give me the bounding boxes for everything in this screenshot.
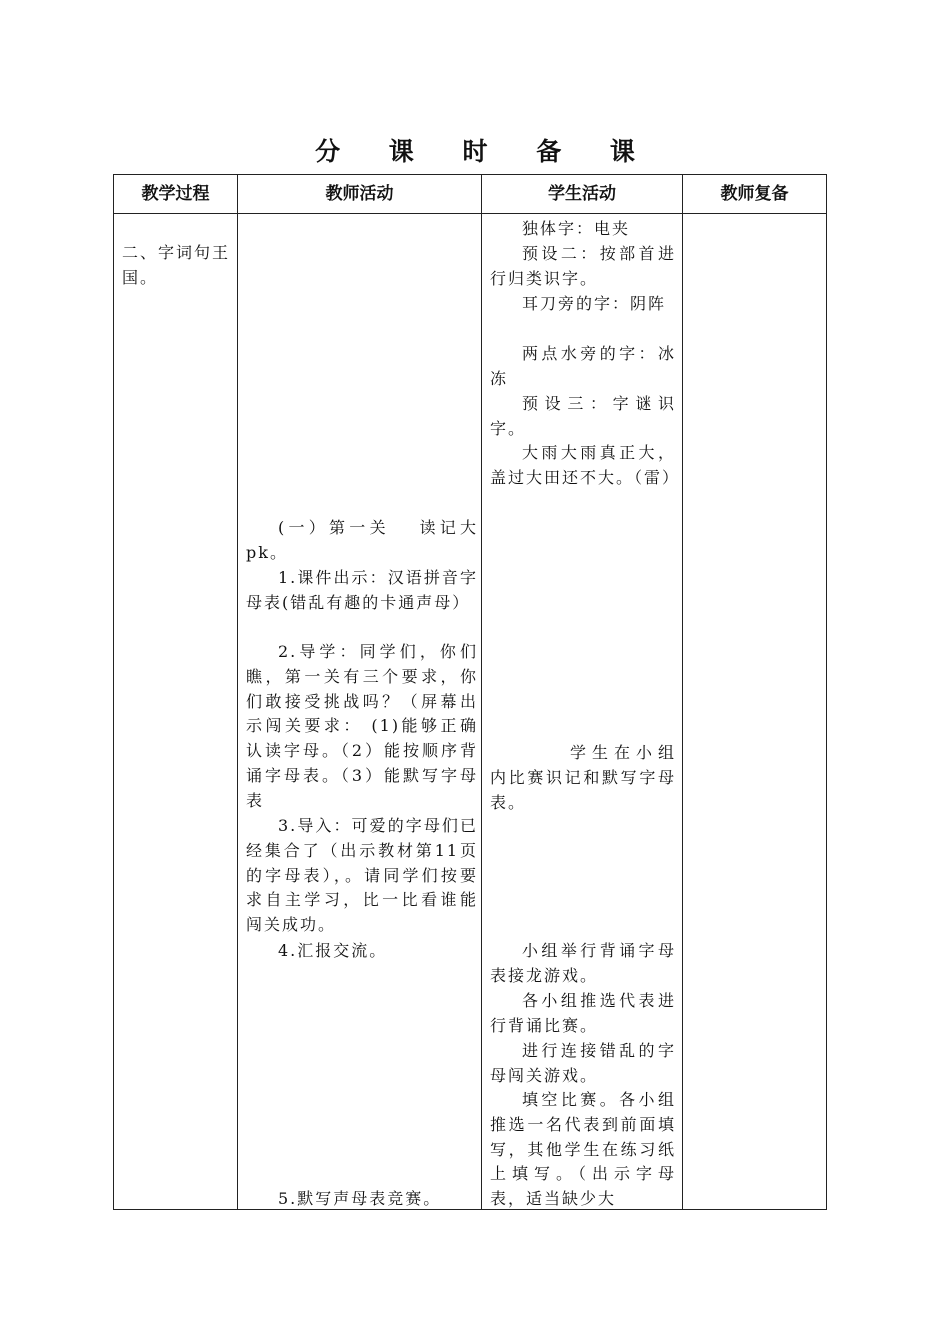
header-process: 教学过程 [141,184,210,204]
student-item-11: 填空比赛。各小组推选一名代表到前面填写，其他学生在练习纸上填写。（出示字母表，适当缺少大 [490,1090,676,1209]
student-item-2: 预设二：按部首进行归类识字。 [490,244,676,288]
process-column [114,214,237,1209]
teacher-column [238,214,481,1209]
lesson-plan-table [113,174,827,1210]
teacher-step-2: 1.课件出示：汉语拼音字母表(错乱有趣的卡通声母） [246,568,478,612]
student-item-9: 各小组推选代表进行背诵比赛。 [490,991,676,1035]
teacher-step-3: 2.导学：同学们，你们瞧，第一关有三个要求，你们敢接受挑战吗？（屏幕出示闯关要求： (1)能够正确认读字母。（2）能按顺序背诵字母表。（3）能默写字母表 [246,642,478,810]
header-student-activity: 学生活动 [548,184,616,204]
header-teacher-review: 教师复备 [720,184,789,204]
student-item-5: 预设三：字谜识字。 [490,394,676,438]
page-title: 分 课 时 备 课 [315,137,655,166]
student-item-6: 大雨大雨真正大，盖过大田还不大。（雷） [490,443,681,487]
student-item-8: 小组举行背诵字母表接龙游戏。 [490,941,676,985]
teacher-step-1: (一）第一关 读记大pk。 [246,518,478,562]
student-item-3: 耳刀旁的字：阴阵 [522,294,667,313]
teacher-step-6: 5.默写声母表竞赛。 [278,1189,442,1208]
student-item-10: 进行连接错乱的字母闯关游戏。 [490,1041,676,1085]
process-section: 二、字词句王国。 [122,243,231,287]
teacher-step-4: 3.导入：可爱的字母们已经集合了（出示教材第11页的字母表），。请同学们按要求自主学习，比一比看谁能闯关成功。 [246,816,478,935]
student-item-7: 学生在小组内比赛识记和默写字母表。 [490,743,676,812]
review-column [683,214,826,1209]
header-teacher-activity: 教师活动 [325,184,394,204]
student-item-1: 独体字：电夹 [522,219,631,238]
student-item-4: 两点水旁的字：冰冻 [490,344,676,388]
teacher-step-5: 4.汇报交流。 [278,941,388,960]
student-column [482,214,682,1209]
